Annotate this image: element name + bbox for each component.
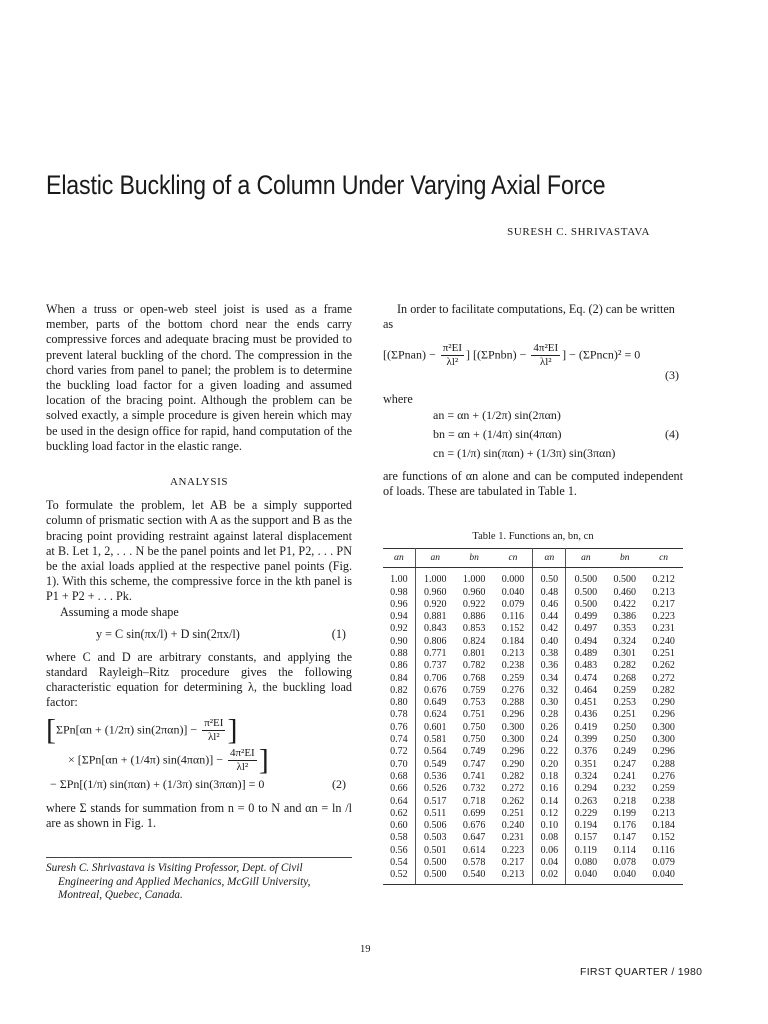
table-cell: 0.86 (383, 660, 415, 672)
table-cell: 0.922 (462, 598, 486, 610)
table-cell: 0.52 (383, 869, 415, 884)
table-cell: 0.48 (533, 587, 566, 599)
table-cell: 0.843 (423, 623, 447, 635)
table-header-cell: cn (493, 549, 533, 568)
table-row (383, 685, 683, 697)
table-cell: 0.960 (423, 586, 447, 598)
table-cell: 0.399 (574, 734, 598, 746)
table-cell: 0.464 (574, 684, 598, 696)
eq4-a-text: an = αn + (1/2π) sin(2παn) (433, 407, 561, 422)
right-column (383, 302, 683, 885)
table-cell: 0.06 (533, 845, 566, 857)
table-row (383, 808, 683, 820)
eq2-frac1-numerator: π²EI (204, 716, 224, 729)
table-row (383, 623, 683, 635)
table-cell: 0.268 (613, 672, 636, 684)
abstract-paragraph: When a truss or open-web steel joist is used as a frame member, parts of the bottom chord near the ends carry compressive forces and adequate bracing must be provided to prevent lateral buckling of the chord. The compression in the chord varies from panel to panel; the problem is to determine the buckling load factor for a given loading and assumed location of the bracing point. Although the problem can be solved exactly, a simple procedure is given herein which may be used in the design office for rapid, hand computation of the buckling load factor in the elastic range. (46, 302, 352, 453)
table-row (383, 869, 683, 884)
table-cell: 0.16 (533, 783, 566, 795)
table-cell: 0.500 (613, 574, 636, 586)
table-cell: 0.08 (533, 832, 566, 844)
equation-4 (383, 408, 683, 465)
table-cell: 0.38 (533, 648, 566, 660)
table-cell: 0.540 (455, 869, 494, 884)
analysis-heading: ANALYSIS (169, 476, 229, 489)
table-cell: 0.54 (383, 857, 415, 869)
table-row (383, 857, 683, 869)
table-cell: 0.436 (574, 709, 598, 721)
table-cell: 0.14 (533, 796, 566, 808)
table-cell: 0.259 (493, 673, 533, 685)
table-cell: 0.58 (383, 832, 415, 844)
table-caption: Table 1. Functions an, bn, cn (472, 531, 594, 543)
table-cell: 0.66 (383, 783, 415, 795)
table-cell: 0.079 (652, 857, 675, 869)
table-cell: 0.217 (652, 598, 675, 610)
table-cell: 0.649 (423, 697, 447, 709)
equation-4-number: (4) (665, 426, 679, 441)
table-cell: 0.741 (462, 770, 486, 782)
table-cell: 0.12 (533, 808, 566, 820)
table-row (383, 734, 683, 746)
table-cell: 0.489 (574, 648, 598, 659)
table-row (383, 599, 683, 611)
table-cell: 0.300 (652, 734, 675, 746)
table-cell: 0.276 (493, 685, 533, 697)
table-cell: 0.451 (574, 697, 598, 709)
table-cell: 0.02 (533, 869, 566, 884)
table-cell: 0.288 (652, 758, 675, 770)
table-cell: 0.737 (423, 660, 447, 672)
table-header-cell: an (566, 549, 606, 568)
table-cell: 0.300 (652, 721, 675, 733)
table-cell: 0.247 (613, 758, 636, 770)
table-cell: 0.82 (383, 685, 415, 697)
table-cell: 0.386 (613, 611, 636, 623)
table-header-cell: an (415, 549, 455, 568)
table-cell: 0.40 (533, 636, 566, 648)
table-cell: 0.732 (462, 783, 486, 795)
table-cell: 0.282 (493, 771, 533, 783)
table-cell: 0.229 (574, 807, 598, 819)
table-cell: 0.94 (383, 611, 415, 623)
table-body (383, 568, 683, 884)
equation-2-line-1: [ΣPn[αn + (1/2π) sin(2παn)] − $\frac{\text{π²EI}}{\text{λl²}}$ ] (46, 713, 238, 747)
table-cell: 0.376 (574, 746, 598, 758)
where-label: where (383, 392, 413, 407)
table-cell: 0.74 (383, 734, 415, 746)
right-after-paragraph: are functions of αn alone and can be computed independent of loads. These are tabulated in Table 1. (383, 468, 683, 498)
table-row (383, 796, 683, 808)
table-row (383, 709, 683, 721)
table-row (383, 832, 683, 844)
table-cell: 0.90 (383, 636, 415, 648)
table-header-row (383, 549, 683, 568)
table-cell: 0.96 (383, 599, 415, 611)
table-cell: 0.624 (423, 709, 447, 721)
table-cell: 0.296 (652, 709, 675, 721)
table-cell: 1.00 (383, 568, 415, 587)
eq3-frac1-numerator: π²EI (442, 342, 462, 355)
table-cell: 0.223 (652, 611, 675, 623)
table-row (383, 611, 683, 623)
table-cell: 0.079 (493, 599, 533, 611)
table-cell: 0.194 (574, 820, 598, 832)
table-cell: 0.147 (613, 832, 636, 844)
journal-issue: FIRST QUARTER / 1980 (580, 966, 703, 978)
author-name: SURESH C. SHRIVASTAVA (507, 226, 650, 238)
table-cell: 0.503 (423, 832, 447, 844)
table-cell: 0.84 (383, 673, 415, 685)
table-cell: 0.282 (652, 684, 675, 696)
equation-3-number: (3) (665, 368, 679, 383)
equation-4-a (383, 408, 683, 427)
eq3-part-1: [(ΣPnan) − (383, 347, 439, 362)
table-cell: 0.564 (423, 746, 447, 758)
eq3-part-3: ] − (ΣPncn)² = 0 (562, 347, 641, 362)
table-cell: 0.213 (493, 648, 533, 660)
table-cell: 0.294 (574, 783, 598, 795)
table-cell: 0.28 (533, 709, 566, 721)
table-cell: 0.50 (533, 568, 566, 587)
table-row (383, 673, 683, 685)
table-cell: 0.152 (493, 623, 533, 635)
table-cell: 0.753 (462, 697, 486, 709)
table-cell: 0.000 (493, 568, 533, 587)
table-cell: 0.578 (462, 857, 486, 869)
table-header-cell: αn (383, 549, 415, 568)
equation-2-line-2: × [ΣPn[αn + (1/4π) sin(4παn)] − $\frac{\text{4π²EI}}{\text{λl²}}$ ] (68, 743, 269, 777)
table-cell: 0.232 (613, 783, 636, 795)
table-cell: 0.771 (423, 648, 447, 659)
table-cell: 0.506 (423, 820, 447, 832)
eq4-c-text: cn = (1/π) sin(παn) + (1/3π) sin(3παn) (433, 445, 616, 460)
table-cell: 0.500 (574, 574, 598, 586)
table-cell: 0.782 (462, 660, 486, 672)
table-cell: 0.750 (462, 721, 486, 733)
table-cell: 0.501 (423, 844, 447, 856)
table-cell: 0.241 (613, 770, 636, 782)
table-cell: 0.483 (574, 660, 598, 672)
table-header-cell: bn (455, 549, 494, 568)
table-cell: 0.494 (574, 635, 598, 647)
table-cell: 0.42 (533, 623, 566, 635)
equation-1-number: (1) (331, 626, 346, 641)
table-cell: 0.511 (424, 807, 447, 819)
footnote-divider (46, 857, 352, 858)
table-cell: 0.60 (383, 820, 415, 832)
table-row (383, 845, 683, 857)
table-row (383, 660, 683, 672)
table-cell: 0.116 (652, 844, 675, 856)
table-cell: 0.184 (493, 636, 533, 648)
table-cell: 0.300 (493, 734, 533, 746)
table-cell: 0.040 (605, 869, 644, 884)
table-cell: 0.80 (383, 697, 415, 709)
table-cell: 0.853 (462, 623, 486, 635)
table-cell: 0.213 (652, 807, 675, 819)
table-cell: 0.98 (383, 587, 415, 599)
table-cell: 0.231 (652, 623, 675, 635)
table-header-cell: bn (605, 549, 644, 568)
table-cell: 0.301 (613, 648, 636, 659)
eq2-fraction-2 (228, 747, 257, 774)
table-cell: 0.324 (613, 635, 636, 647)
table-cell: 0.56 (383, 845, 415, 857)
table-cell: 0.324 (574, 770, 598, 782)
equation-1-expression: y = C sin(πx/l) + D sin(2πx/l) (96, 626, 240, 641)
analysis-paragraph-4: where Σ stands for summation from n = 0 to N and αn = ln /l are as shown in Fig. 1. (46, 800, 352, 830)
table-cell: 0.251 (493, 808, 533, 820)
equation-2-line-3: − ΣPn[(1/π) sin(παn) + (1/3π) sin(3παn)] = 0 (50, 776, 265, 791)
left-column (46, 302, 352, 831)
equation-3 (383, 338, 683, 382)
table-cell: 0.04 (533, 857, 566, 869)
table-cell: 0.78 (383, 709, 415, 721)
table-cell: 0.231 (493, 832, 533, 844)
article-title: Elastic Buckling of a Column Under Varying Axial Force (46, 170, 606, 200)
table-cell: 0.36 (533, 660, 566, 672)
table-cell: 0.88 (383, 648, 415, 660)
table-cell: 0.64 (383, 796, 415, 808)
analysis-paragraph-2: Assuming a mode shape (60, 604, 179, 619)
table-cell: 0.300 (493, 722, 533, 734)
table-cell: 0.288 (493, 697, 533, 709)
table-header-cell: cn (644, 549, 683, 568)
table-cell: 0.240 (652, 635, 675, 647)
table-cell: 0.614 (462, 844, 486, 856)
table-cell: 0.699 (462, 807, 486, 819)
table-cell: 0.251 (652, 648, 675, 659)
table-cell: 0.217 (493, 857, 533, 869)
table-cell: 1.000 (462, 574, 486, 586)
table-cell: 0.62 (383, 808, 415, 820)
table-cell: 0.32 (533, 685, 566, 697)
table-cell: 0.881 (423, 611, 447, 623)
table-cell: 0.824 (462, 635, 486, 647)
eq2-fraction-1 (202, 717, 225, 744)
table-cell: 0.213 (652, 586, 675, 598)
equation-2 (46, 713, 352, 791)
table-cell: 0.497 (574, 623, 598, 635)
table-cell: 0.72 (383, 746, 415, 758)
table-cell: 0.806 (423, 635, 447, 647)
table-cell: 0.272 (493, 783, 533, 795)
table-cell: 0.76 (383, 722, 415, 734)
eq2-frac2-denominator: λl² (236, 760, 249, 773)
table-cell: 0.040 (566, 869, 606, 884)
table-cell: 0.290 (493, 759, 533, 771)
equation-4-b (383, 427, 683, 446)
table-cell: 0.119 (574, 844, 597, 856)
table-row (383, 783, 683, 795)
table-cell: 0.114 (613, 844, 636, 856)
analysis-paragraph-1: To formulate the problem, let AB be a simply supported column of prismatic section with A as the support and B as the bracing point providing restraint against lateral displacement at B. Let 1, 2, . . . N be the panel points and let P1, P2, . . . PN be the axial loads applied at the respective panel points (Fig. 1). With this scheme, the compressive force in the kth panel is P1 + P2 + . . . Pk. (46, 498, 352, 604)
table-cell: 0.920 (423, 598, 447, 610)
table-cell: 0.353 (613, 623, 636, 635)
table-cell: 0.296 (493, 746, 533, 758)
table-cell: 0.44 (533, 611, 566, 623)
table-cell: 0.238 (493, 660, 533, 672)
eq3-frac2-denominator: λl² (539, 356, 552, 369)
eq3-part-2: ] [(ΣPnbn) − (465, 347, 530, 362)
table-cell: 0.759 (462, 684, 486, 696)
table-cell: 0.422 (613, 598, 636, 610)
page-number: 19 (360, 944, 371, 955)
table-cell: 0.20 (533, 759, 566, 771)
table-row (383, 820, 683, 832)
table-cell: 0.500 (423, 857, 447, 869)
table-cell: 0.718 (462, 795, 486, 807)
table-cell: 0.18 (533, 771, 566, 783)
table-cell: 0.750 (462, 734, 486, 746)
table-cell: 0.040 (493, 587, 533, 599)
table-cell: 0.176 (613, 820, 636, 832)
table-cell: 0.213 (493, 869, 533, 884)
table-header-cell: αn (533, 549, 566, 568)
equation-1 (46, 627, 352, 644)
table-cell: 0.116 (493, 611, 533, 623)
table-cell: 0.259 (652, 783, 675, 795)
table-cell: 0.10 (533, 820, 566, 832)
table-cell: 0.749 (462, 746, 486, 758)
table-row (383, 759, 683, 771)
table-cell: 0.801 (462, 648, 486, 659)
table-cell: 0.262 (493, 796, 533, 808)
table-cell: 0.549 (423, 758, 447, 770)
table-cell: 0.601 (423, 721, 447, 733)
table-cell: 0.199 (613, 807, 636, 819)
table-cell: 0.253 (613, 697, 636, 709)
table-cell: 0.262 (652, 660, 675, 672)
eq4-b-text: bn = αn + (1/4π) sin(4παn) (433, 426, 562, 441)
table-cell: 0.24 (533, 734, 566, 746)
table-row (383, 568, 683, 587)
table-cell: 0.276 (652, 770, 675, 782)
table-cell: 0.499 (574, 611, 598, 623)
table-row (383, 722, 683, 734)
table-cell: 0.263 (574, 795, 598, 807)
table-cell: 0.500 (574, 598, 598, 610)
table-cell: 0.212 (652, 574, 675, 586)
table-cell: 0.223 (493, 845, 533, 857)
table-cell: 0.040 (644, 869, 683, 884)
table-cell: 0.960 (462, 586, 486, 598)
table-cell: 0.886 (462, 611, 486, 623)
eq3-fraction-2 (531, 342, 560, 369)
table-cell: 0.536 (423, 770, 447, 782)
table-cell: 0.647 (462, 832, 486, 844)
table-cell: 0.68 (383, 771, 415, 783)
table-cell: 0.419 (574, 721, 598, 733)
analysis-paragraph-3: where C and D are arbitrary constants, and applying the standard Rayleigh–Ritz procedure gives the following characteristic equation for determining λ, the buckling load factor: (46, 649, 352, 710)
table-cell: 0.251 (613, 709, 636, 721)
table-cell: 0.517 (423, 795, 447, 807)
table-cell: 0.238 (652, 795, 675, 807)
table-cell: 0.296 (652, 746, 675, 758)
table-cell: 0.581 (423, 734, 447, 746)
table-cell: 0.676 (423, 684, 447, 696)
table-cell: 0.474 (574, 672, 598, 684)
table-cell: 0.526 (423, 783, 447, 795)
table-row (383, 587, 683, 599)
eq3-fraction-1 (441, 342, 464, 369)
table-cell: 0.460 (613, 586, 636, 598)
equation-3-expression (383, 342, 640, 369)
table-cell: 0.250 (613, 721, 636, 733)
eq2-line1-text: ΣPn[αn + (1/2π) sin(2παn)] − (56, 721, 201, 736)
table-cell: 0.26 (533, 722, 566, 734)
table-cell: 0.500 (574, 586, 598, 598)
table-cell: 0.747 (462, 758, 486, 770)
table-cell: 0.706 (423, 672, 447, 684)
table-cell: 0.272 (652, 672, 675, 684)
right-intro-paragraph: In order to facilitate computations, Eq. (2) can be written as (383, 302, 675, 332)
eq2-frac2-numerator: 4π²EI (229, 746, 255, 759)
table-row (383, 648, 683, 660)
table-cell: 0.768 (462, 672, 486, 684)
table-row (383, 636, 683, 648)
table-cell: 0.92 (383, 623, 415, 635)
table-cell: 0.078 (613, 857, 636, 869)
equation-4-c (383, 446, 683, 465)
table-row (383, 771, 683, 783)
table-cell: 0.290 (652, 697, 675, 709)
author-footnote: Suresh C. Shrivastava is Visiting Professor, Dept. of Civil Engineering and Applied Mechanics, McGill University, Montreal, Quebec, Canada. (46, 862, 311, 902)
table-cell: 0.351 (574, 758, 598, 770)
table-cell: 0.70 (383, 759, 415, 771)
table-cell: 0.751 (462, 709, 486, 721)
equation-2-number: (2) (332, 776, 346, 791)
table-cell: 0.282 (613, 660, 636, 672)
table-cell: 0.259 (613, 684, 636, 696)
eq3-frac2-numerator: 4π²EI (533, 342, 559, 355)
table-cell: 0.152 (652, 832, 675, 844)
table-cell: 0.676 (462, 820, 486, 832)
table-cell: 0.46 (533, 599, 566, 611)
table-cell: 0.080 (574, 857, 598, 869)
table-cell: 0.22 (533, 746, 566, 758)
table-cell: 0.30 (533, 697, 566, 709)
table-cell: 0.500 (415, 869, 455, 884)
functions-table (383, 548, 683, 884)
eq2-frac1-denominator: λl² (207, 730, 220, 743)
table-cell: 0.157 (574, 832, 598, 844)
table-cell: 0.240 (493, 820, 533, 832)
table-cell: 1.000 (423, 574, 447, 586)
table-row (383, 746, 683, 758)
eq2-line2-text: × [ΣPn[αn + (1/4π) sin(4παn)] − (68, 751, 226, 766)
table-cell: 0.250 (613, 734, 636, 746)
table-row (383, 697, 683, 709)
eq3-frac1-denominator: λl² (446, 356, 459, 369)
table-cell: 0.218 (613, 795, 636, 807)
table-cell: 0.184 (652, 820, 675, 832)
table-cell: 0.34 (533, 673, 566, 685)
table-cell: 0.249 (613, 746, 636, 758)
table-cell: 0.296 (493, 709, 533, 721)
